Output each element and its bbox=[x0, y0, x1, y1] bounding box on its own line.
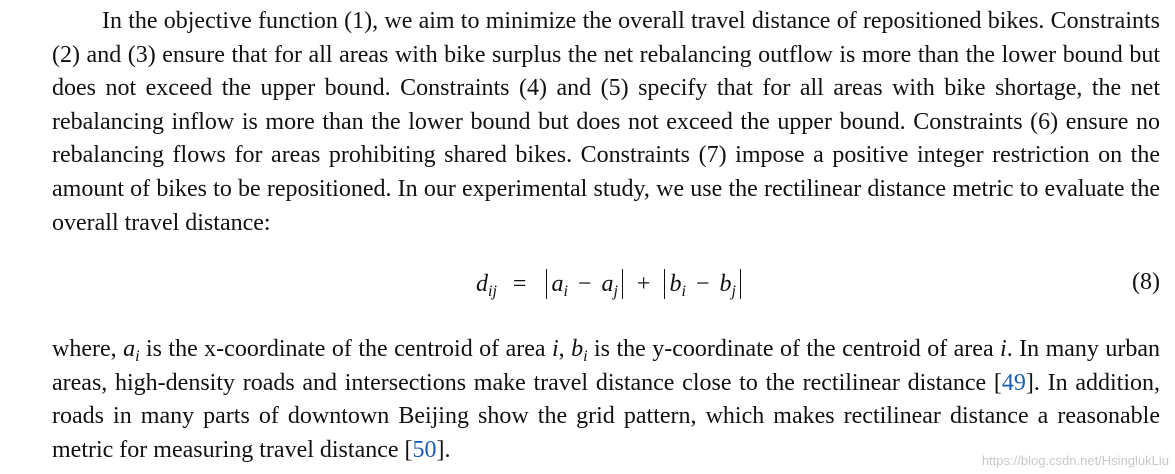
paragraph-objective: In the objective function (1), we aim to minimize the overall travel distance of repositioned bikes. Constraints (2) and (3) ensure that for all areas with bike surplus the net rebalancing outflow is more than the lower bound but does not exceed the upper bound. Constraints (4) and (5) specify that for all areas with bike shortage, the net rebalancing inflow is more than the lower bound but does not exceed the upper bound. Constraints (6) ensure no rebalancing flows for areas prohibiting shared bikes. Constraints (7) impose a positive integer restriction on the amount of bikes to be repositioned. In our experimental study, we use the rectilinear distance metric to evaluate the overall travel distance: bbox=[52, 8, 1160, 236]
text-run: is the y-coordinate of the centroid of area bbox=[587, 336, 1001, 362]
text-run: ]. bbox=[436, 436, 451, 463]
var-i: i bbox=[552, 336, 559, 362]
var-b-sub: i bbox=[583, 348, 588, 365]
var-i: i bbox=[1000, 336, 1007, 362]
watermark: https://blog.csdn.net/HsinglukLiu bbox=[981, 453, 1169, 468]
eq-a-i: a bbox=[551, 271, 564, 297]
eq-b-j-sub: j bbox=[731, 283, 736, 300]
text-run: , bbox=[558, 336, 572, 362]
eq-equals: = bbox=[512, 271, 527, 297]
abs-bar bbox=[546, 269, 547, 299]
eq-a-j: a bbox=[601, 271, 614, 297]
eq-a-i-sub: i bbox=[563, 283, 568, 300]
eq-lhs-sub: ij bbox=[488, 283, 497, 300]
text-run: ]. In addition, roads in many parts of downtown Beijing show the grid pattern, which makes rectilinear distance a reasonable metric for measuring travel distance [ bbox=[52, 369, 1160, 463]
eq-minus: − bbox=[695, 271, 710, 297]
abs-bar bbox=[622, 269, 623, 299]
citation-link-50[interactable]: 50 bbox=[412, 436, 437, 463]
eq-minus: − bbox=[577, 271, 592, 297]
citation-link-49[interactable]: 49 bbox=[1001, 369, 1026, 396]
equation-body bbox=[476, 269, 745, 299]
equation-number: (8) bbox=[1132, 269, 1160, 295]
paragraph-where bbox=[52, 333, 1160, 467]
var-a: a bbox=[123, 336, 136, 362]
abs-bar bbox=[740, 269, 741, 299]
eq-plus: + bbox=[636, 271, 651, 297]
eq-a-j-sub: j bbox=[613, 283, 618, 300]
eq-b-i: b bbox=[669, 271, 682, 297]
text-run: . In many urban areas, high-density roads and intersections make travel distance close to the rectilinear distance [ bbox=[52, 336, 1160, 396]
var-a-sub: i bbox=[135, 348, 140, 365]
text-run: is the x-coordinate of the centroid of area bbox=[139, 336, 552, 362]
text-run: where, bbox=[52, 336, 124, 362]
var-b: b bbox=[571, 336, 584, 362]
eq-b-i-sub: i bbox=[681, 283, 686, 300]
eq-b-j: b bbox=[719, 271, 732, 297]
abs-bar bbox=[664, 269, 665, 299]
equation-8 bbox=[0, 269, 1175, 309]
eq-lhs: d bbox=[476, 271, 488, 297]
